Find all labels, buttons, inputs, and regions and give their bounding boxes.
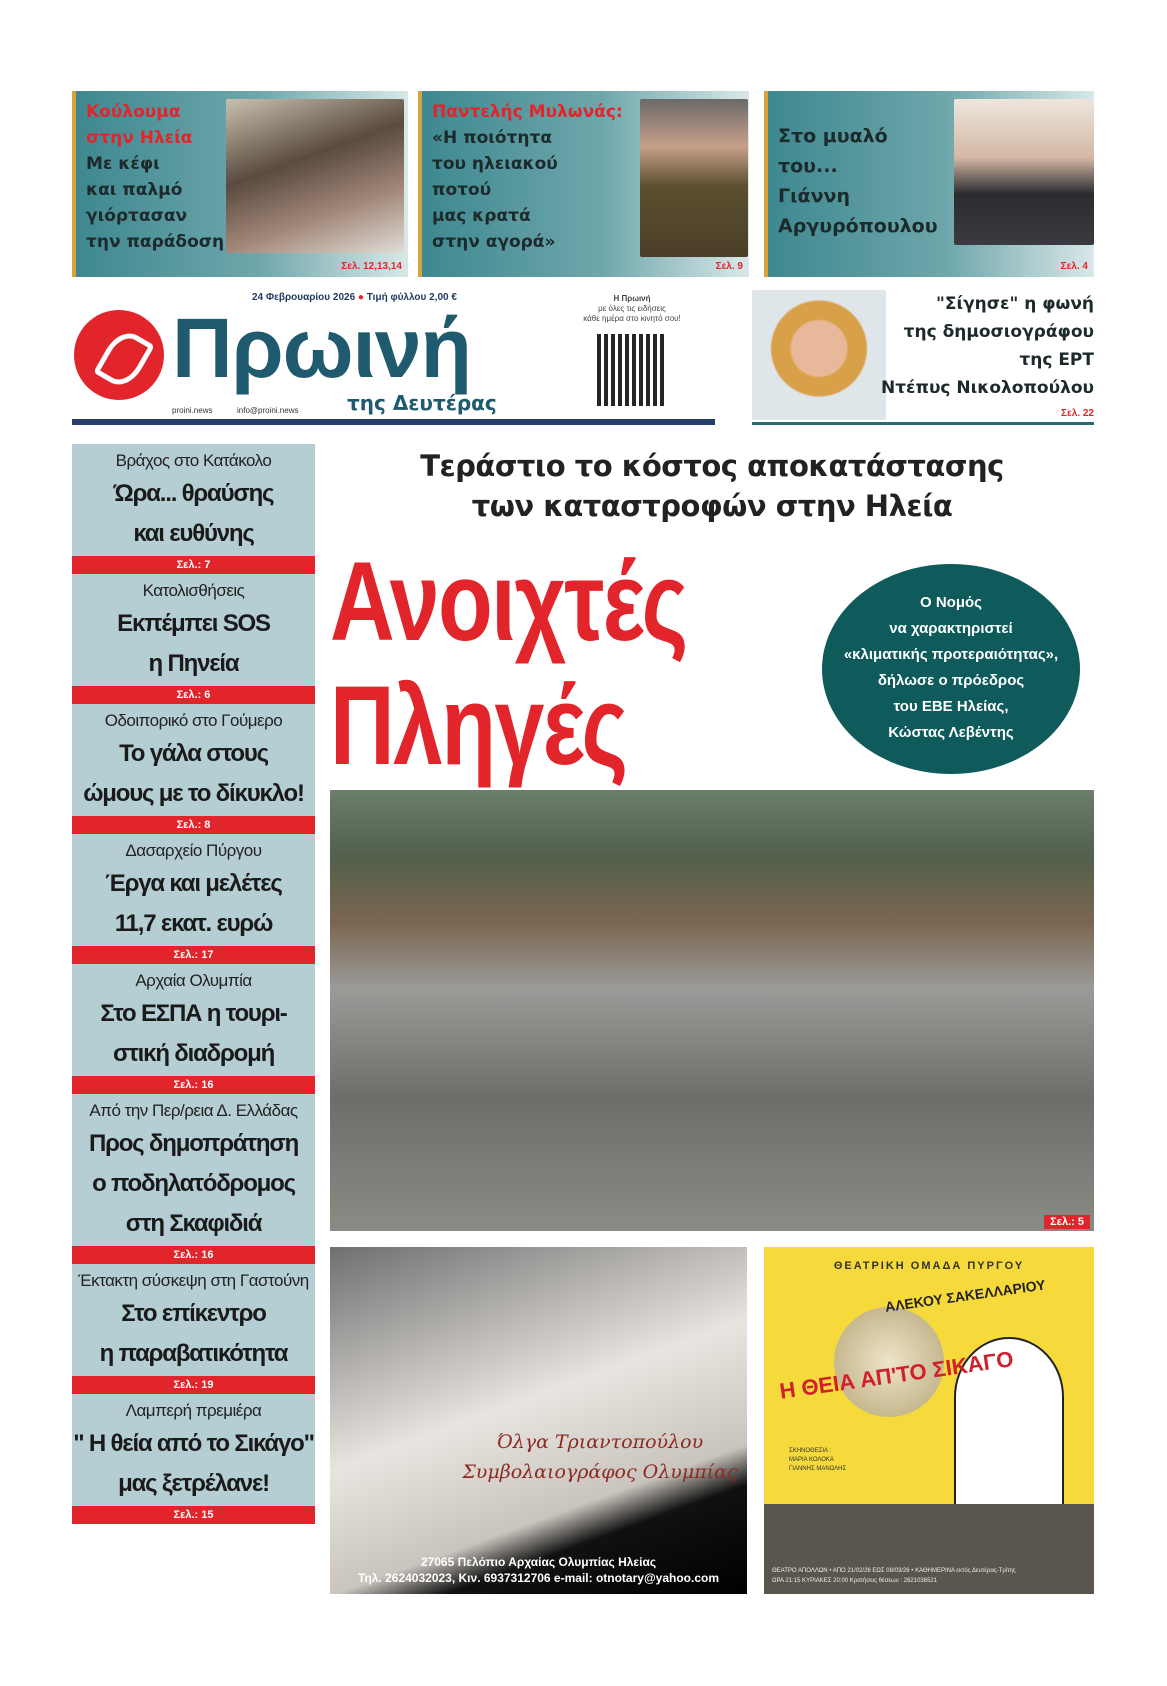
teaser-mylonas[interactable] [418, 91, 749, 277]
credit-line: ΣΚΗΝΟΘΕΣΙΑ : [789, 1448, 832, 1454]
brief-kicker: Δασαρχείο Πύργου [125, 841, 262, 860]
brief-headline: η Πηνεία [148, 650, 239, 677]
teaser-line: γιόρτασαν [86, 206, 188, 226]
teaser-line: την παράδοση [86, 232, 225, 252]
brief-kicker: Έκτακτη σύσκεψη στη Γαστούνη [78, 1271, 309, 1290]
quote-line: του ΕΒΕ Ηλείας, [893, 698, 1009, 715]
teaser-line: Με κέφι [86, 154, 160, 174]
headline-line: Πληγές [330, 663, 627, 788]
brief-headline: Το γάλα στους [119, 740, 268, 767]
notary-name: Όλγα Τριαντοπούλου [496, 1431, 704, 1453]
brief-kicker: Οδοιπορικό στο Γούμερο [104, 711, 283, 730]
teaser-line: μας κρατά [432, 206, 531, 226]
teaser-line: Αργυρόπουλου [778, 215, 938, 237]
teaser-ert[interactable] [752, 290, 1094, 425]
sidebar-briefs [72, 444, 315, 1524]
brief-item[interactable] [72, 574, 315, 704]
brand-subtitle: της Δευτέρας [347, 391, 497, 415]
ad-notary[interactable] [330, 1247, 747, 1594]
masthead-rule [72, 419, 715, 425]
show-info: ΘΕΑΤΡΟ ΑΠΟΛΛΩΝ • ΑΠΟ 21/02/26 ΕΩΣ 08/03/26 • ΚΑΘΗΜΕΡΙΝΑ εκτός Δευτέρας-Τρίτης [772, 1568, 1016, 1574]
brief-headline: ώμους με το δίκυκλο! [83, 780, 304, 807]
brief-headline: Έργα και μελέτες [105, 870, 282, 897]
brief-headline: Εκπέμπει SOS [117, 610, 270, 637]
quote-line: δήλωσε ο πρόεδρος [877, 672, 1025, 689]
lead-kicker-line: Τεράστιο το κόστος αποκατάστασης [420, 449, 1004, 483]
brief-headline: " Η θεία από το Σικάγο" [73, 1430, 314, 1457]
festival-photo [226, 99, 404, 253]
lead-kicker-line: των καταστροφών στην Ηλεία [471, 489, 953, 523]
issue-price: Τιμή φύλλου 2,00 € [366, 292, 457, 303]
qr-caption: κάθε ημέρα στο κινητό σου! [583, 314, 681, 323]
road-damage-photo[interactable] [330, 790, 1094, 1231]
page-ref: Σελ.: 16 [72, 1076, 315, 1094]
masthead [72, 290, 715, 425]
brief-headline: μας ξετρέλανε! [118, 1470, 269, 1497]
logo-icon [74, 310, 164, 400]
brief-item[interactable] [72, 704, 315, 834]
teaser-line: της ΕΡΤ [1019, 350, 1094, 370]
ad-theatre[interactable] [764, 1247, 1094, 1594]
nikolopoulou-photo [752, 290, 886, 420]
teaser-title: Παντελής Μυλωνάς: [432, 102, 623, 122]
brief-kicker: Κατολισθήσεις [142, 581, 245, 600]
notary-address: 27065 Πελόπιο Αρχαίας Ολυμπίας Ηλείας [420, 1555, 657, 1569]
quote-line: να χαρακτηριστεί [889, 620, 1013, 637]
teaser-koulouma[interactable] [72, 91, 408, 277]
play-author: ΑΛΕΚΟΥ ΣΑΚΕΛΛΑΡΙΟΥ [884, 1276, 1047, 1315]
page-ref: Σελ.: 7 [72, 556, 315, 574]
teaser-line: στην αγορά» [432, 232, 556, 252]
teaser-argyropoulos[interactable] [764, 91, 1094, 277]
brief-headline: ο ποδηλατόδρομος [92, 1170, 295, 1197]
brief-headline: Ώρα... θραύσης [113, 480, 274, 507]
argyropoulos-photo [954, 99, 1094, 245]
brief-headline: η παραβατικότητα [99, 1340, 288, 1367]
teaser-line: της δημοσιογράφου [903, 322, 1094, 342]
page-ref: Σελ.: 8 [72, 816, 315, 834]
quote-bubble [822, 564, 1080, 774]
issue-date: 24 Φεβρουαρίου 2026 [252, 292, 356, 303]
teaser-title: Κούλουμα [86, 102, 181, 122]
quote-line: «κλιματικής προτεραιότητας», [843, 646, 1059, 663]
credit-line: ΜΑΡΙΑ ΚΟΛΟΚΑ [789, 1457, 834, 1463]
bullet-icon: ● [357, 292, 364, 303]
page-ref: Σελ. 12,13,14 [341, 261, 402, 272]
qr-caption: με όλες τις ειδήσεις [598, 304, 666, 313]
play-title: Η ΘΕΙΑ ΑΠ'ΤΟ ΣΙΚΑΓΟ [778, 1346, 1015, 1404]
teaser-title: στην Ηλεία [86, 128, 193, 148]
teaser-line: "Σίγησε" η φωνή [935, 294, 1094, 314]
page-ref: Σελ.: 19 [72, 1376, 315, 1394]
notary-title: Συμβολαιογράφος Ολυμπίας [462, 1461, 738, 1483]
page-ref: Σελ.: 15 [72, 1506, 315, 1524]
quote-line: Κώστας Λεβέντης [888, 724, 1014, 741]
theatre-group: ΘΕΑΤΡΙΚΗ ΟΜΑΔΑ ΠΥΡΓΟΥ [833, 1260, 1025, 1272]
brief-headline: Στο ΕΣΠΑ η τουρι- [100, 1000, 287, 1027]
teaser-line: Στο μυαλό [778, 125, 888, 147]
brief-headline: και ευθύνης [133, 520, 254, 547]
notary-contact: Τηλ. 2624032023, Κιν. 6937312706 e-mail: otnotary@yahoo.com [358, 1571, 719, 1585]
brief-item[interactable] [72, 1394, 315, 1524]
credit-line: ΓΙΑΝΝΗΣ ΜΑΝΩΛΗΣ [789, 1466, 847, 1472]
headline-line: Ανοιχτές [330, 539, 687, 664]
qr-caption: Η Πρωινή [613, 294, 651, 303]
brief-item[interactable] [72, 834, 315, 964]
page-ref: Σελ.: 16 [72, 1246, 315, 1264]
teaser-line: Γιάννη [778, 185, 850, 207]
brand-name: Πρωινή [172, 301, 471, 395]
lead-kicker [330, 446, 1094, 526]
quote-line: Ο Νομός [920, 594, 982, 611]
page-ref: Σελ. 4 [1060, 261, 1088, 272]
teaser-line: του... [778, 155, 838, 177]
page-ref: Σελ. 9 [715, 261, 743, 272]
brief-item[interactable] [72, 1264, 315, 1394]
brief-kicker: Βράχος στο Κατάκολο [115, 451, 272, 470]
brief-item[interactable] [72, 444, 315, 574]
page-ref: Σελ. 22 [1061, 408, 1094, 419]
brief-item[interactable] [72, 1094, 315, 1264]
teaser-line: Ντέπυς Νικολοπούλου [880, 378, 1094, 398]
brief-kicker: Λαμπερή πρεμιέρα [125, 1401, 262, 1420]
brief-kicker: Αρχαία Ολυμπία [135, 971, 252, 990]
brief-headline: Προς δημοπράτηση [88, 1130, 299, 1157]
lead-headline[interactable] [330, 540, 778, 788]
site-link[interactable]: proini.news [172, 406, 213, 415]
brief-headline: στη Σκαφιδιά [125, 1210, 262, 1237]
page-ref: Σελ.: 6 [72, 686, 315, 704]
brief-item[interactable] [72, 964, 315, 1094]
teaser-line: ποτού [432, 180, 492, 200]
brief-headline: στική διαδρομή [112, 1040, 275, 1067]
brief-headline: 11,7 εκατ. ευρώ [114, 910, 273, 937]
qr-code-icon[interactable] [597, 334, 667, 406]
brief-kicker: Από την Περ/ρεια Δ. Ελλάδας [89, 1101, 298, 1120]
show-info: ΩΡΑ 21:15 ΚΥΡΙΑΚΕΣ 20:00 Κρατήσεις θέσεων : 2621036521 [772, 1578, 938, 1584]
page-ref: Σελ.: 5 [1044, 1215, 1090, 1229]
page-ref: Σελ.: 17 [72, 946, 315, 964]
mylonas-photo [640, 99, 748, 257]
email-link[interactable]: info@proini.news [237, 406, 299, 415]
teaser-line: του ηλειακού [432, 154, 558, 174]
brief-headline: Στο επίκεντρο [121, 1300, 266, 1327]
teaser-line: και παλμό [86, 180, 183, 200]
teaser-line: «Η ποιότητα [432, 128, 553, 148]
